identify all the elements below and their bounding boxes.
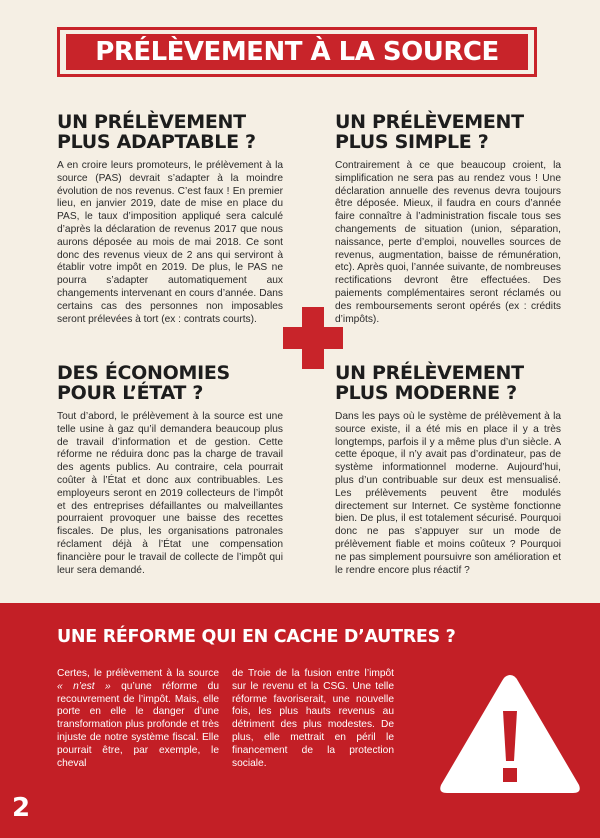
section-adaptable bbox=[57, 112, 283, 326]
section-body: Contrairement à ce que beaucoup croient, la simplification ne sera pas au rendez vous ! Une déclaration annuelle des revenus devra toujours être déposée. Mieux, il faudra en cours d’année faire connaître à l’administration fiscale tous ses changements de situation (union, séparation, naissance, perte d’emploi, nouvelles sources de revenus, augmentation, baisse de rémunération, etc). Après quoi, l’année suivante, de nombreuses rectifications devront être effectuées. Des paiements complémentaires seront réclamés ou des remboursements seront opérés (ex : crédits d’impôts). bbox=[335, 160, 561, 325]
section-body: Tout d’abord, le prélèvement à la source est une telle usine à gaz qu’il demandera beaucoup plus de travail d’information et de gestion. Cette réforme ne réduira donc pas la charge de travail des agents publics. Au contraire, cela pourrait coûter à l’État et donc aux contribuables. Les employeurs seront en 2019 collecteurs de l’impôt et des entreprises défaillantes ou malveillantes pourraient provoquer une baisse des recettes fiscales. De plus, les organisations patronales réclament déjà à l’État une compensation financière pour le travail de collecte de l’impôt qui leur sera demandé. bbox=[57, 411, 283, 576]
bottom-col1-post: qu’une réforme du recouvrement de l’impôt. Mais, elle porte en elle le danger d’une transformation plus profonde et très injuste de notre système fiscal. Elle pourrait être, par exemple, le cheval bbox=[57, 680, 219, 769]
section-body: Dans les pays où le système de prélèvement à la source existe, il a été mis en place il y a très longtemps, parfois il y a même plus d’un siècle. A cette époque, il n’y avait pas d’ordinateur, pas de système informationnel moderne. Aujourd’hui, plus d’un contribuable sur deux est mensualisé. Les prélèvements peuvent être modulés directement sur Internet. Ce système fonctionne bien. De plus, il est totalement sécurisé. Pourquoi donc ne pas s’appuyer sur un mode de prélèvement fiable et moins coûteux ? Pourquoi ne pas simplement poursuivre son amélioration et le rendre encore plus réactif ? bbox=[335, 411, 561, 576]
section-title: UN PRÉLÈVEMENT PLUS SIMPLE ? bbox=[335, 111, 524, 153]
plus-icon-vertical bbox=[302, 307, 324, 369]
page-number: 2 bbox=[12, 793, 31, 823]
warning-triangle-icon bbox=[435, 669, 585, 799]
section-body: A en croire leurs promoteurs, le prélèvement à la source (PAS) devrait s’adapter à la moindre évolution de nos revenus. C’est faux ! En premier lieu, en janvier 2019, date de mise en place du PAS, le taux d’imposition appliqué sera calculé d’après la déclaration de revenus 2017 que nous aurons déposée au mois de mai 2018. Ce sont donc des revenus vieux de 2 ans qui serviront à établir votre impôt en 2019. De plus, le PAS ne pourra s’adapter automatiquement aux changements intervenant en cours d’année. Dans certains cas des personnes non imposables seront prélevées à tort (ex : contrats courts). bbox=[57, 160, 283, 325]
section-title: UN PRÉLÈVEMENT PLUS MODERNE ? bbox=[335, 362, 524, 404]
bottom-title: UNE RÉFORME QUI EN CACHE D’AUTRES ? bbox=[57, 627, 456, 647]
bottom-column-2: de Troie de la fusion entre l’impôt sur le revenu et la CSG. Une telle réforme favoriserait, une nouvelle fois, les plus hauts revenus au détriment des plus modestes. De plus, elle mettrait en péril le financement de la protection sociale. bbox=[232, 668, 394, 769]
bottom-col1-emph: « n’est » bbox=[57, 680, 111, 692]
page-title: PRÉLÈVEMENT À LA SOURCE bbox=[66, 34, 528, 70]
bottom-panel bbox=[0, 603, 600, 838]
section-title: DES ÉCONOMIES POUR L’ÉTAT ? bbox=[57, 362, 230, 404]
title-frame bbox=[57, 27, 537, 77]
section-simple bbox=[335, 112, 561, 326]
section-economies bbox=[57, 363, 283, 577]
bottom-col1-pre: Certes, le prélèvement à la source bbox=[57, 668, 219, 679]
section-moderne bbox=[335, 363, 561, 577]
section-title: UN PRÉLÈVEMENT PLUS ADAPTABLE ? bbox=[57, 111, 256, 153]
bottom-column-1 bbox=[57, 668, 219, 770]
